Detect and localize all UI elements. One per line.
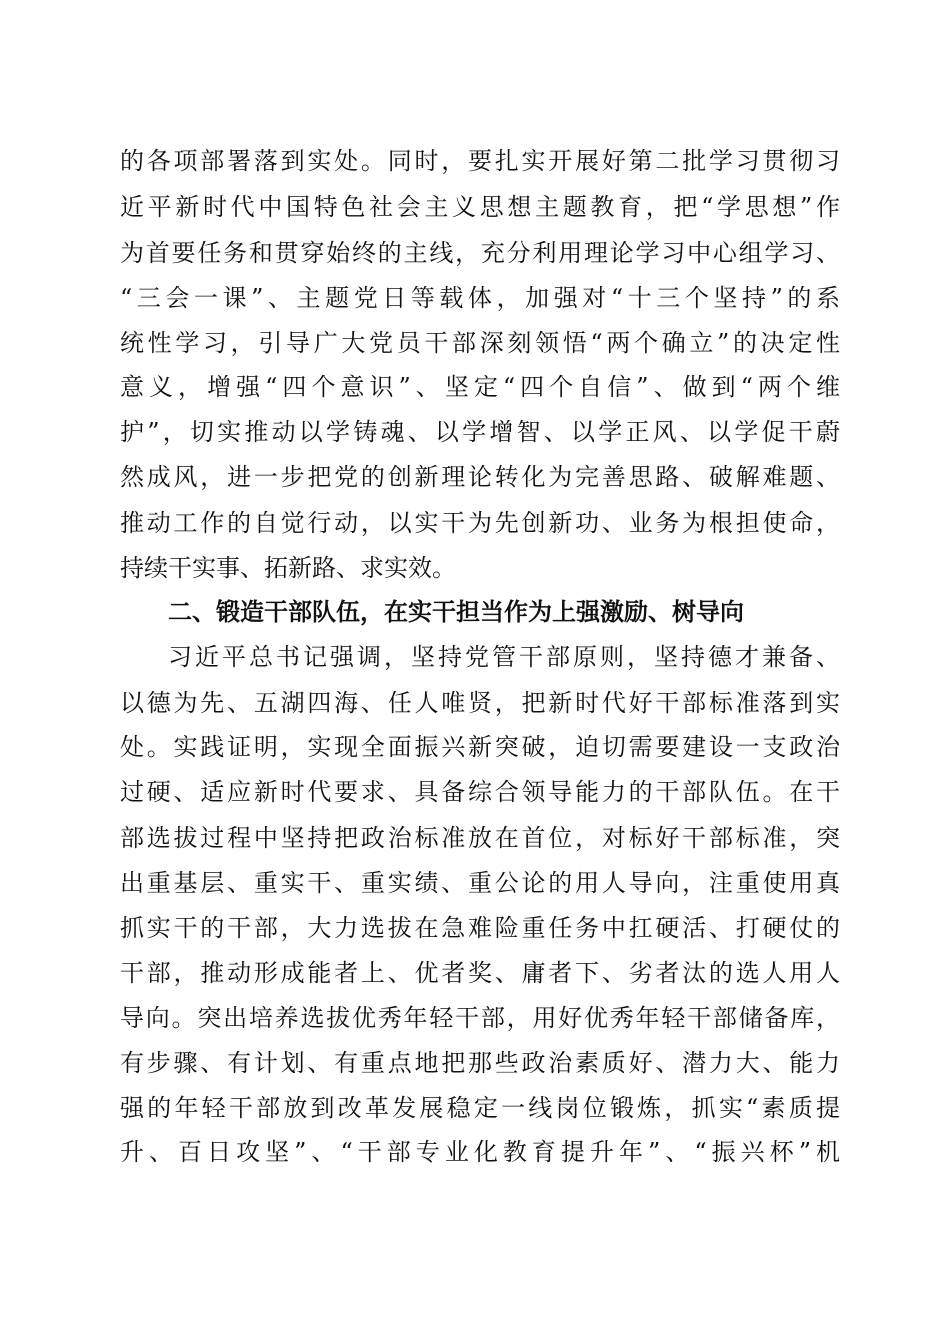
paragraph-1-line-8: 然成风，进一步把党的创新理论转化为完善思路、破解难题、 [120,463,840,491]
section-heading-2: 二、锻造干部队伍，在实干担当作为上强激励、树导向 [168,598,744,626]
paragraph-1-line-5: 统性学习，引导广大党员干部深刻领悟“两个确立”的决定性 [120,329,840,357]
paragraph-2-line-2: 以德为先、五湖四海、任人唯贤，把新时代好干部标准落到实 [120,689,840,717]
paragraph-1-line-9: 推动工作的自觉行动，以实干为先创新功、业务为根担使命， [120,509,840,537]
paragraph-1-line-10: 持续干实事、拓新路、求实效。 [120,554,456,582]
paragraph-2-line-4: 过硬、适应新时代要求、具备综合领导能力的干部队伍。在干 [120,778,840,806]
paragraph-1-line-2: 近平新时代中国特色社会主义思想主题教育，把“学思想”作 [120,193,840,221]
paragraph-1-line-4: “三会一课”、主题党日等载体，加强对“十三个坚持”的系 [120,284,840,312]
paragraph-2-line-1: 习近平总书记强调，坚持党管干部原则，坚持德才兼备、 [168,643,840,671]
paragraph-1-line-6: 意义，增强“四个意识”、坚定“四个自信”、做到“两个维 [120,373,840,401]
paragraph-1-line-1: 的各项部署落到实处。同时，要扎实开展好第二批学习贯彻习 [120,147,840,175]
paragraph-2-line-9: 导向。突出培养选拔优秀年轻干部，用好优秀年轻干部储备库， [120,1004,840,1032]
paragraph-2-line-12: 升、百日攻坚”、“干部专业化教育提升年”、“振兴杯”机 [120,1138,840,1166]
paragraph-2-line-3: 处。实践证明，实现全面振兴新突破，迫切需要建设一支政治 [120,733,840,761]
paragraph-1-line-7: 护”，切实推动以学铸魂、以学增智、以学正风、以学促干蔚 [120,418,840,446]
paragraph-2-line-6: 出重基层、重实干、重实绩、重公论的用人导向，注重使用真 [120,869,840,897]
paragraph-2-line-5: 部选拔过程中坚持把政治标准放在首位，对标好干部标准，突 [120,824,840,852]
paragraph-2-line-11: 强的年轻干部放到改革发展稳定一线岗位锻炼，抓实“素质提 [120,1094,840,1122]
paragraph-2-line-7: 抓实干的干部，大力选拔在急难险重任务中扛硬活、打硬仗的 [120,914,840,942]
paragraph-2-line-10: 有步骤、有计划、有重点地把那些政治素质好、潜力大、能力 [120,1049,840,1077]
paragraph-2-line-8: 干部，推动形成能者上、优者奖、庸者下、劣者汰的选人用人 [120,959,840,987]
paragraph-1-line-3: 为首要任务和贯穿始终的主线，充分利用理论学习中心组学习、 [120,239,840,267]
